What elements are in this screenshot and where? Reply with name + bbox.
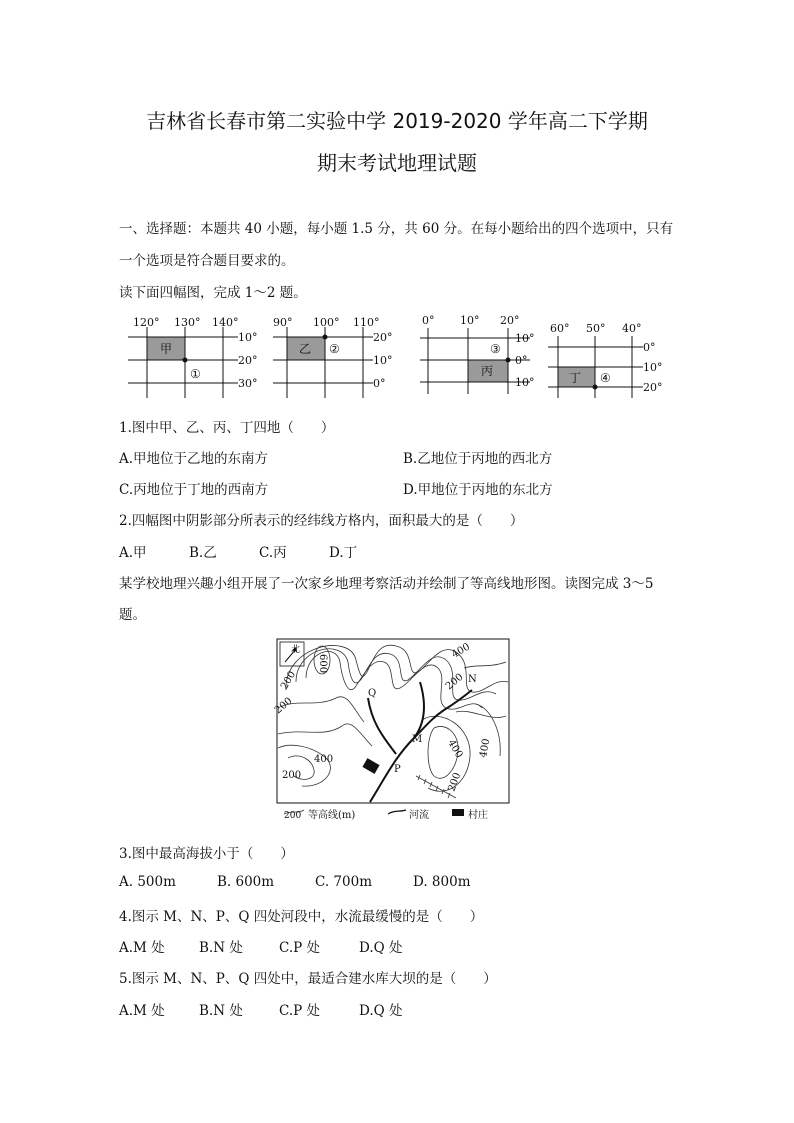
grid-side-label: 0° <box>515 354 528 367</box>
legend-river-label: 河流 <box>409 810 429 821</box>
grid-top-label: 140° <box>212 316 239 329</box>
q2-stem: 2.四幅图中阴影部分所表示的经纬线方格内，面积最大的是（ ） <box>119 513 524 529</box>
q3-option-a: A. 500m <box>119 874 176 890</box>
q3-option-b: B. 600m <box>217 874 275 890</box>
q4-stem: 4.图示 M、N、P、Q 四处河段中，水流最缓慢的是（ ） <box>119 909 484 925</box>
q2-option-c: C.丙 <box>259 545 287 561</box>
grid-shade-label: 丁 <box>569 371 582 385</box>
q5-option-a: A.M 处 <box>119 1003 165 1019</box>
q1-option-d: D.甲地位于丙地的东北方 <box>403 482 553 498</box>
contour-label: 200 <box>279 669 299 692</box>
grid-top-label: 130° <box>174 316 201 329</box>
q5-option-b: B.N 处 <box>199 1003 243 1019</box>
contour-label: 400 <box>478 737 493 759</box>
map-legend <box>284 808 488 821</box>
q4-option-b: B.N 处 <box>199 940 243 956</box>
contour-label: 200 <box>272 695 295 717</box>
grid-side-label: 0° <box>373 377 386 390</box>
q2-option-d: D.丁 <box>329 545 358 561</box>
grid-side-label: 20° <box>373 331 393 344</box>
grid-side-label: 20° <box>643 381 663 394</box>
page-title-line2: 期末考试地理试题 <box>317 151 477 175</box>
page-title-line1: 吉林省长春市第二实验中学 2019-2020 学年高二下学期 <box>146 109 648 133</box>
grid-panel-4 <box>548 322 663 398</box>
grid-side-label: 10° <box>643 361 663 374</box>
grid-side-label: 20° <box>238 354 258 367</box>
q3-option-c: C. 700m <box>315 874 372 890</box>
grid-panel-1 <box>128 316 258 398</box>
grid-shade-label: 丙 <box>481 364 494 378</box>
section-intro-line1: 一、选择题：本题共 40 小题，每小题 1.5 分，共 60 分。在每小题给出的四个选项中，只有 <box>119 221 674 237</box>
north-label: 北 <box>291 645 301 655</box>
contour-label: 600 <box>317 654 328 674</box>
q2-option-a: A.甲 <box>119 545 147 561</box>
grid-panel-2 <box>273 316 393 398</box>
north-arrow <box>280 642 304 666</box>
legend-village-label: 村庄 <box>468 810 488 821</box>
point-label-q: Q <box>368 688 377 699</box>
grid-top-label: 0° <box>422 314 435 327</box>
point-label-m: M <box>412 734 423 745</box>
q4-option-c: C.P 处 <box>279 940 321 956</box>
question-prompt: 读下面四幅图，完成 1～2 题。 <box>119 285 307 301</box>
point-label-n: N <box>468 674 477 685</box>
grid-side-label: 10° <box>515 376 535 389</box>
latlong-grid-figure <box>128 312 668 407</box>
q5-stem: 5.图示 M、N、P、Q 四处中，最适合建水库大坝的是（ ） <box>119 971 497 987</box>
grid-side-label: 10° <box>373 354 393 367</box>
q4-option-a: A.M 处 <box>119 940 165 956</box>
grid-top-label: 60° <box>550 322 570 335</box>
q2-option-b: B.乙 <box>189 545 217 561</box>
grid-side-label: 10° <box>515 332 535 345</box>
grid-top-label: 90° <box>273 316 293 329</box>
q1-option-a: A.甲地位于乙地的东南方 <box>119 451 269 467</box>
q1-option-c: C.丙地位于丁地的西南方 <box>119 482 269 498</box>
q3-option-d: D. 800m <box>413 874 471 890</box>
contour-label: 400 <box>314 754 334 765</box>
q1-stem: 1.图中甲、乙、丙、丁四地（ ） <box>119 420 335 436</box>
grid-point-label: ① <box>190 367 201 381</box>
passage-line1: 某学校地理兴趣小组开展了一次家乡地理考察活动并绘制了等高线地形图。读图完成 3～5 <box>119 576 654 592</box>
grid-side-label: 30° <box>238 377 258 390</box>
contour-label: 200 <box>282 770 302 781</box>
section-intro-line2: 一个选项是符合题目要求的。 <box>119 253 295 269</box>
grid-top-label: 50° <box>586 322 606 335</box>
contour-label: 200 <box>446 771 464 794</box>
legend-contour-label: 等高线(m) <box>308 810 356 821</box>
q5-option-c: C.P 处 <box>279 1003 321 1019</box>
grid-top-label: 100° <box>313 316 340 329</box>
grid-top-label: 110° <box>353 316 380 329</box>
grid-top-label: 20° <box>500 314 520 327</box>
point-label-p: P <box>394 764 401 775</box>
grid-panel-3 <box>420 314 535 394</box>
q1-option-b: B.乙地位于丙地的西北方 <box>403 451 553 467</box>
contour-map-figure <box>272 638 512 822</box>
q3-stem: 3.图中最高海拔小于（ ） <box>119 846 294 862</box>
grid-side-label: 0° <box>643 341 656 354</box>
grid-top-label: 40° <box>622 322 642 335</box>
grid-point-label: ③ <box>490 342 501 356</box>
grid-side-label: 10° <box>238 331 258 344</box>
grid-top-label: 120° <box>133 316 160 329</box>
grid-point-label: ② <box>329 342 340 356</box>
q5-option-d: D.Q 处 <box>359 1003 403 1019</box>
contour-label: 200 <box>443 671 466 693</box>
grid-shade-label: 甲 <box>160 342 173 356</box>
passage-line2: 题。 <box>119 607 146 623</box>
contour-label: 400 <box>450 641 473 661</box>
q4-option-d: D.Q 处 <box>359 940 403 956</box>
contour-label: 400 <box>445 738 465 761</box>
grid-top-label: 10° <box>460 314 480 327</box>
grid-point-label: ④ <box>600 371 611 385</box>
grid-shade-label: 乙 <box>299 342 312 356</box>
legend-contour-value: 200 <box>284 811 302 821</box>
